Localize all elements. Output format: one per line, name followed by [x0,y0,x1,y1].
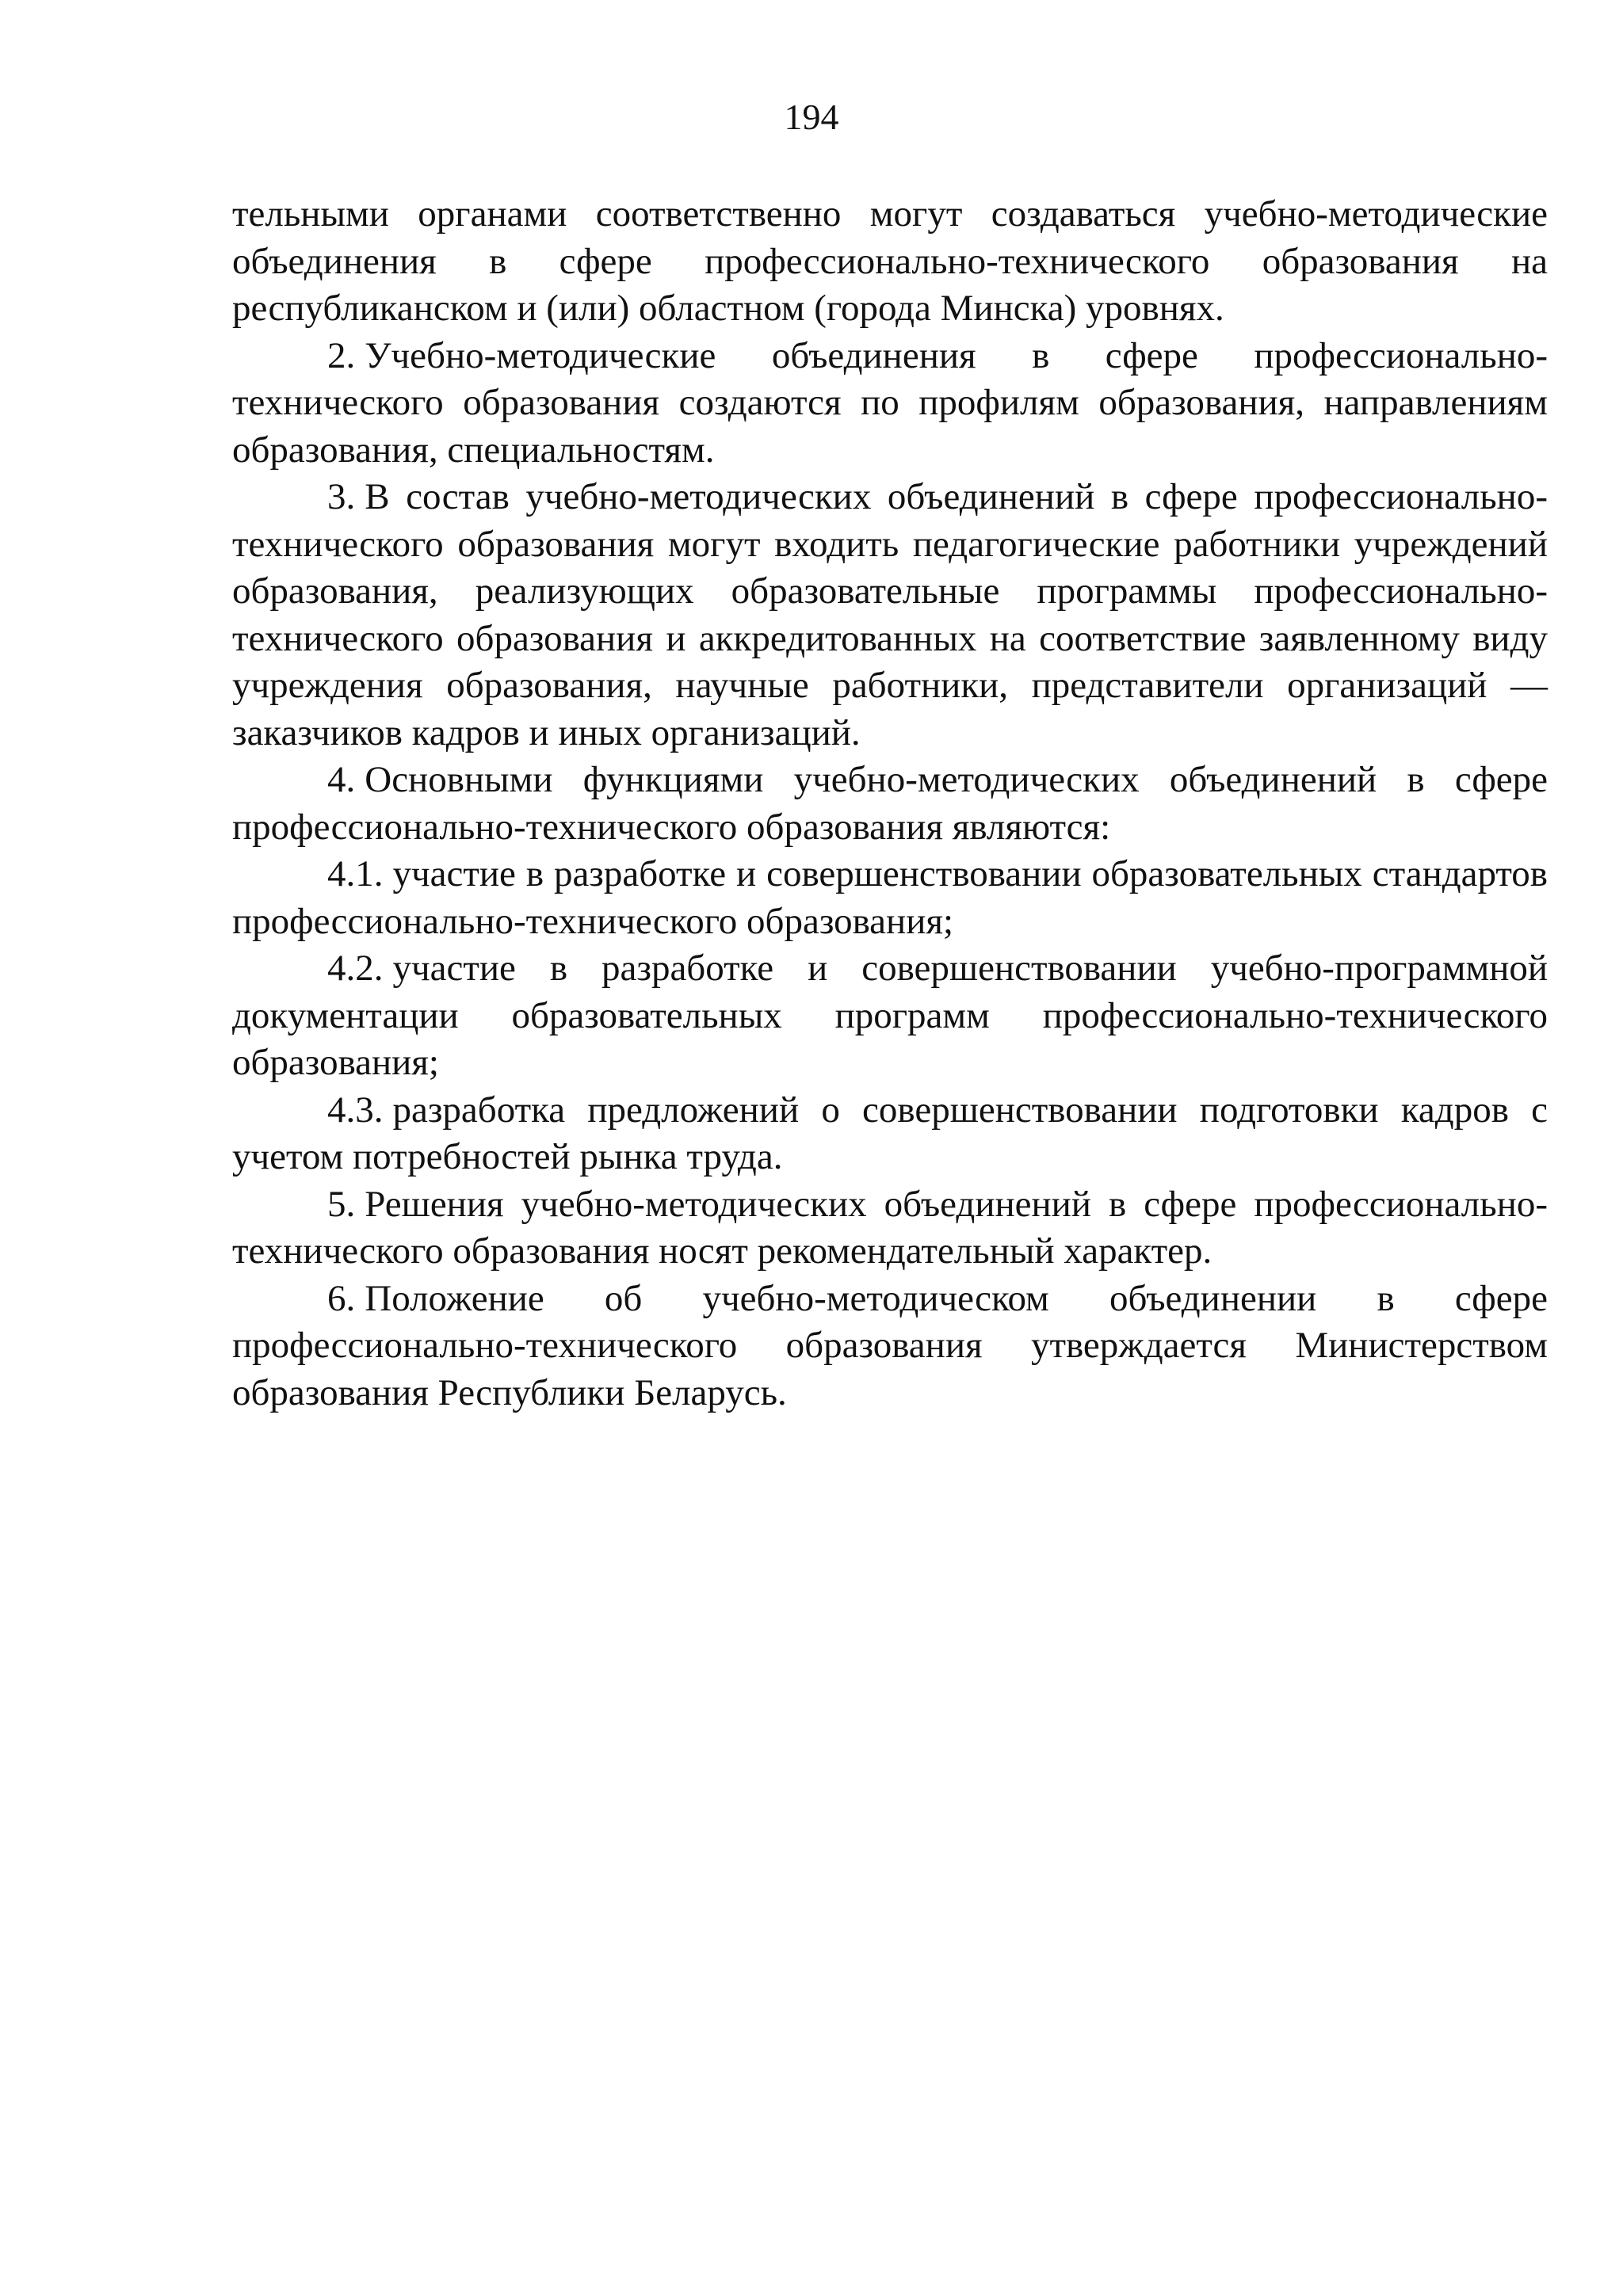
paragraph-2 [232,333,1548,475]
paragraph-number: 4.3. [327,1089,384,1131]
paragraph-number: 4.2. [327,948,384,989]
paragraph-text: разработка предложений о совершенствовании подготовки кадров с учетом потребностей рынка труда. [232,1089,1548,1177]
paragraph-text: В состав учебно-методических объединений в сфере профессионально-технического образования могут входить педагогические работники учреждений образования, реализующих образовательные программы профессионально-технического образования и аккредитованных на соответствие заявленному виду учреждения образования, научные работники, представители организаций — заказчиков кадров и иных организаций. [232,476,1548,753]
document-body [232,191,1548,1417]
paragraph-text: тельными органами соответственно могут создаваться учебно-методические объединения в сфере профессионально-технического образования на республиканском и (или) областном (города Минска) уровнях. [232,193,1548,329]
paragraph-4-3 [232,1087,1548,1181]
paragraph-text: участие в разработке и совершенствовании учебно-программной документации образовательных программ профессионально-технического образования; [232,948,1548,1083]
paragraph-number: 2. [327,334,356,376]
paragraph-number: 4.1. [327,853,384,894]
paragraph-6 [232,1276,1548,1417]
paragraph-continuation [232,191,1548,333]
paragraph-number: 5. [327,1183,356,1225]
paragraph-text: Решения учебно-методических объединений в сфере профессионально-технического образования носят рекомендательный характер. [232,1183,1548,1272]
paragraph-number: 4. [327,759,356,800]
paragraph-number: 6. [327,1277,356,1319]
paragraph-text: Положение об учебно-методическом объединении в сфере профессионально-технического образования утверждается Министерством образования Республики Беларусь. [232,1277,1548,1413]
paragraph-text: Основными функциями учебно-методических объединений в сфере профессионально-технического образования являются: [232,759,1548,848]
paragraph-text: Учебно-методические объединения в сфере профессионально-технического образования создаются по профилям образования, направлениям образования, специальностям. [232,334,1548,471]
page-number: 194 [784,97,839,137]
paragraph-3 [232,474,1548,757]
paragraph-4-1 [232,851,1548,945]
paragraph-5 [232,1181,1548,1276]
paragraph-4-2 [232,945,1548,1087]
paragraph-text: участие в разработке и совершенствовании образовательных стандартов профессионально-технического образования; [232,853,1548,942]
paragraph-number: 3. [327,476,356,517]
paragraph-4 [232,757,1548,851]
